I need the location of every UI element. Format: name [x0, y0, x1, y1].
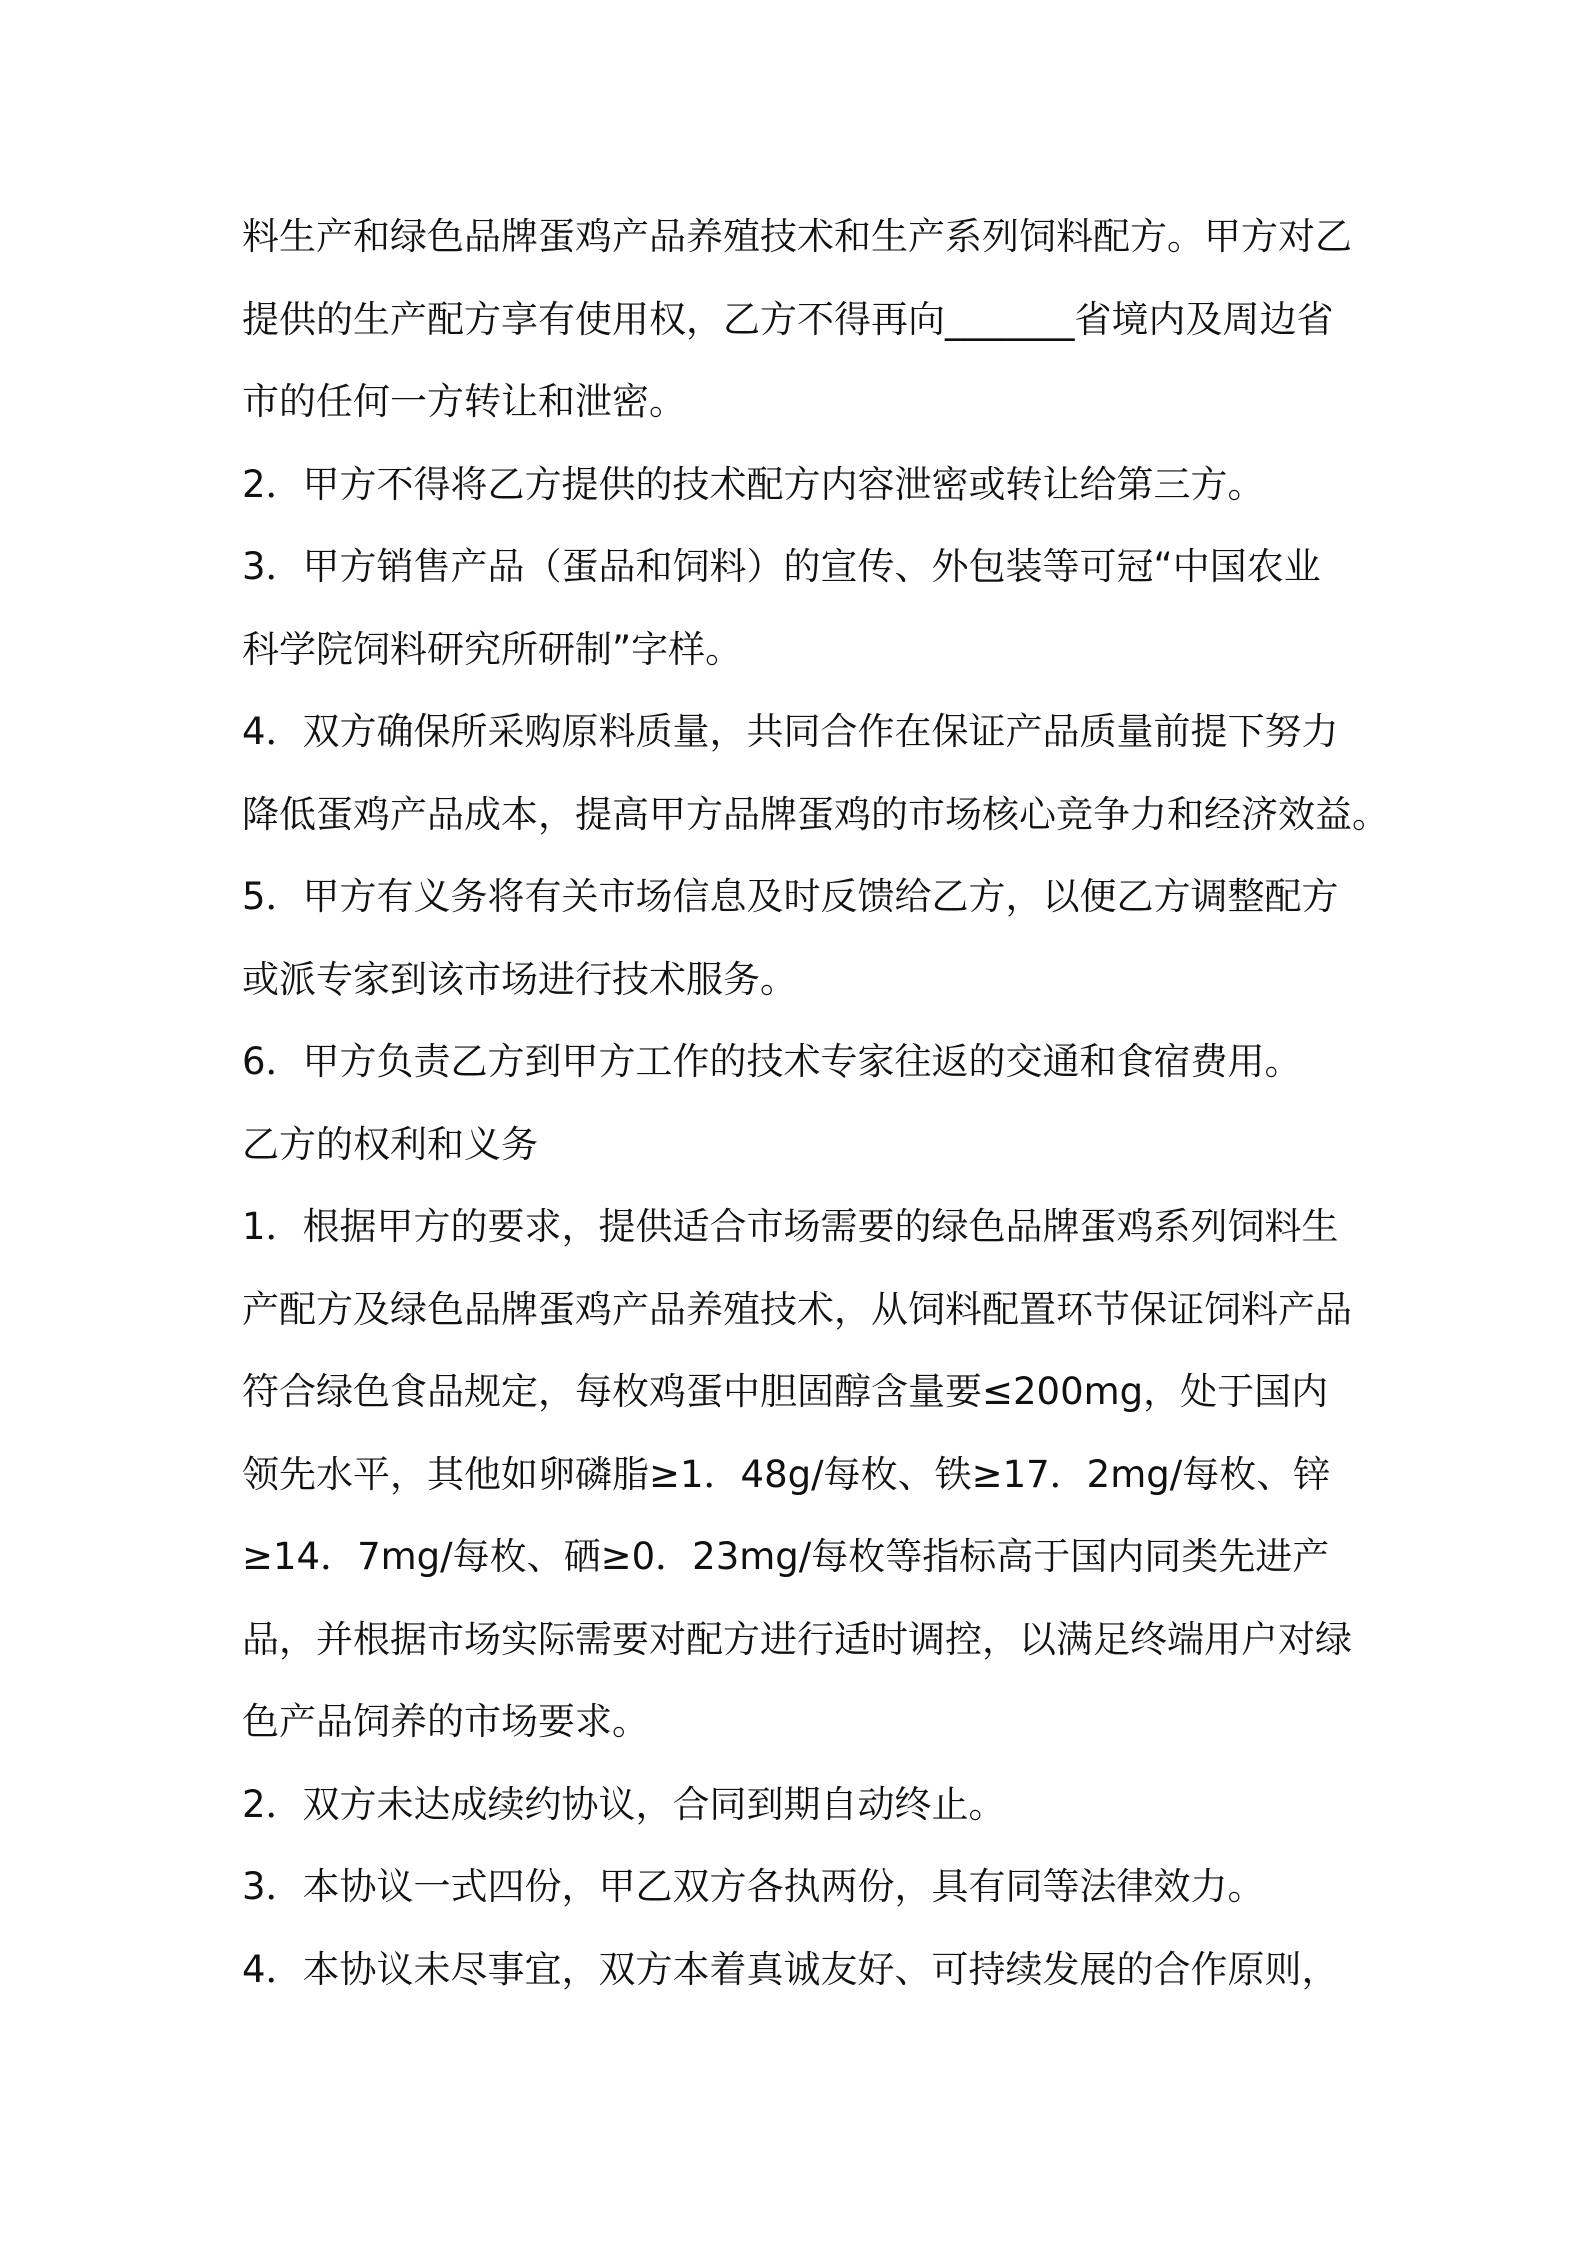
text-line: 1．根据甲方的要求，提供适合市场需要的绿色品牌蛋鸡系列饲料生	[242, 1205, 1339, 1248]
text-line: 或派专家到该市场进行技术服务。	[242, 957, 797, 1001]
text-line: 产配方及绿色品牌蛋鸡产品养殖技术，从饲料配置环节保证饲料产品	[242, 1287, 1352, 1331]
text-line: 3．甲方销售产品（蛋品和饲料）的宣传、外包装等可冠“中国农业	[242, 545, 1321, 588]
text-line: 2．双方未达成续约协议，合同到期自动终止。	[242, 1782, 1006, 1826]
text-line: 领先水平，其他如卵磷脂≥1．48g/每枚、铁≥17．2mg/每枚、锌	[242, 1452, 1331, 1496]
text-line: 降低蛋鸡产品成本，提高甲方品牌蛋鸡的市场核心竞争力和经济效益。	[242, 792, 1389, 836]
text-line: 色产品饲养的市场要求。	[242, 1700, 649, 1743]
text-line: 4．本协议未尽事宜，双方本着真诚友好、可持续发展的合作原则，	[242, 1947, 1339, 1991]
text-line: 市的任何一方转让和泄密。	[242, 380, 686, 423]
document-body	[242, 196, 1389, 2011]
text-line: 6．甲方负责乙方到甲方工作的技术专家往返的交通和食宿费用。	[242, 1040, 1302, 1083]
section-heading: 乙方的权利和义务	[242, 1122, 538, 1166]
text-line: 2．甲方不得将乙方提供的技术配方内容泄密或转让给第三方。	[242, 462, 1265, 506]
text-line: 科学院饲料研究所研制”字样。	[242, 627, 743, 671]
text-line: 5．甲方有义务将有关市场信息及时反馈给乙方，以便乙方调整配方	[242, 875, 1339, 918]
text-line: 符合绿色食品规定，每枚鸡蛋中胆固醇含量要≤200mg，处于国内	[242, 1370, 1329, 1413]
text-line: ≥14．7mg/每枚、硒≥0．23mg/每枚等指标高于国内同类先进产	[242, 1535, 1330, 1578]
text-line: 4．双方确保所采购原料质量，共同合作在保证产品质量前提下努力	[242, 710, 1339, 753]
text-line: 3．本协议一式四份，甲乙双方各执两份，具有同等法律效力。	[242, 1865, 1265, 1908]
text-line: 品，并根据市场实际需要对配方进行适时调控，以满足终端用户对绿	[242, 1617, 1352, 1661]
text-line: 提供的生产配方享有使用权，乙方不得再向_______省境内及周边省	[242, 297, 1334, 341]
text-line: 料生产和绿色品牌蛋鸡产品养殖技术和生产系列饲料配方。甲方对乙	[242, 215, 1352, 258]
